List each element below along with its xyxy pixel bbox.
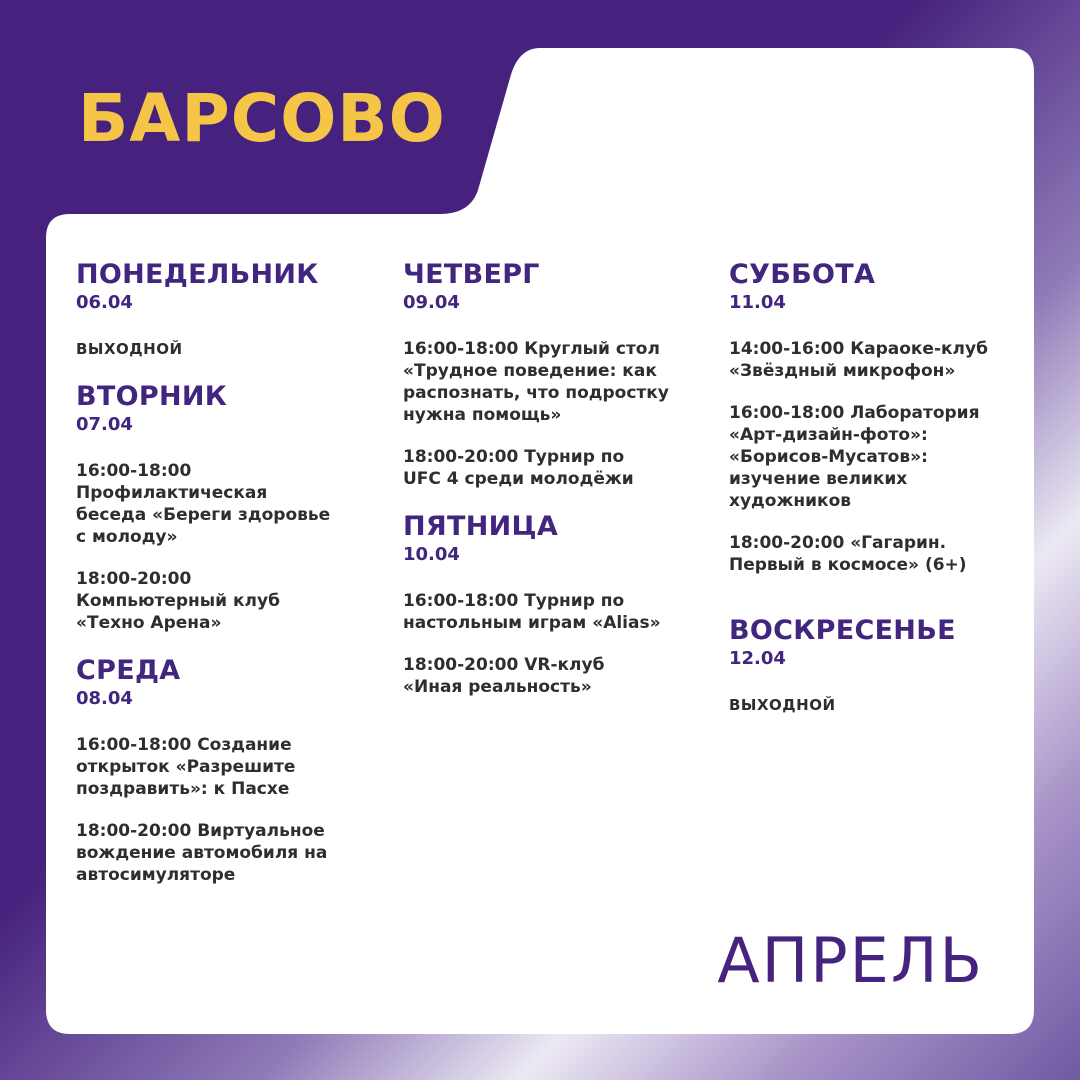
event-item: 16:00-18:00 Турнир по настольным играм «Alias» (403, 591, 661, 633)
day-block (729, 614, 1019, 716)
day-date: 07.04 (76, 414, 133, 435)
event-item: 18:00-20:00 Турнир по UFC 4 среди молодёжи (403, 447, 634, 489)
event-item: 18:00-20:00 «Гагарин. Первый в космосе» (6+) (729, 533, 967, 575)
day-name: ЧЕТВЕРГ (403, 259, 540, 290)
event-item: 16:00-18:00 Профилактическая беседа «Береги здоровье с молоду» (76, 461, 331, 547)
day-name: ПОНЕДЕЛЬНИК (76, 259, 319, 290)
event-item: 16:00-18:00 Создание открыток «Разрешите поздравить»: к Пасхе (76, 735, 296, 799)
schedule-column-3 (729, 258, 1019, 736)
event-item: 16:00-18:00 Круглый стол «Трудное поведение: как распознать, что подростку нужна помощь» (403, 339, 669, 425)
day-block (76, 380, 366, 634)
day-date: 06.04 (76, 292, 133, 313)
day-name: СРЕДА (76, 655, 181, 686)
day-date: 10.04 (403, 544, 460, 565)
event-item: 18:00-20:00 Компьютерный клуб «Техно Арена» (76, 569, 280, 633)
day-date: 11.04 (729, 292, 786, 313)
page-title: БАРСОВО (78, 80, 446, 157)
schedule-column-2 (403, 258, 693, 718)
day-block (729, 258, 1019, 576)
day-name: ВТОРНИК (76, 381, 228, 412)
event-item: 18:00-20:00 Виртуальное вождение автомобиля на автосимуляторе (76, 821, 328, 885)
event-item: 18:00-20:00 VR-клуб «Иная реальность» (403, 655, 605, 697)
schedule-column-1 (76, 258, 366, 906)
day-name: ВОСКРЕСЕНЬЕ (729, 615, 956, 646)
day-block (76, 654, 366, 886)
month-label: АПРЕЛЬ (717, 924, 984, 997)
day-block (76, 258, 366, 360)
day-off-label: ВЫХОДНОЙ (729, 696, 836, 714)
day-date: 08.04 (76, 688, 133, 709)
day-date: 12.04 (729, 648, 786, 669)
day-off-label: ВЫХОДНОЙ (76, 340, 183, 358)
day-date: 09.04 (403, 292, 460, 313)
day-name: СУББОТА (729, 259, 876, 290)
day-block (403, 510, 693, 698)
event-item: 14:00-16:00 Караоке-клуб «Звёздный микрофон» (729, 339, 988, 381)
day-name: ПЯТНИЦА (403, 511, 559, 542)
day-block (403, 258, 693, 490)
event-item: 16:00-18:00 Лаборатория «Арт-дизайн-фото»: «Борисов-Мусатов»: изучение великих художников (729, 403, 980, 511)
